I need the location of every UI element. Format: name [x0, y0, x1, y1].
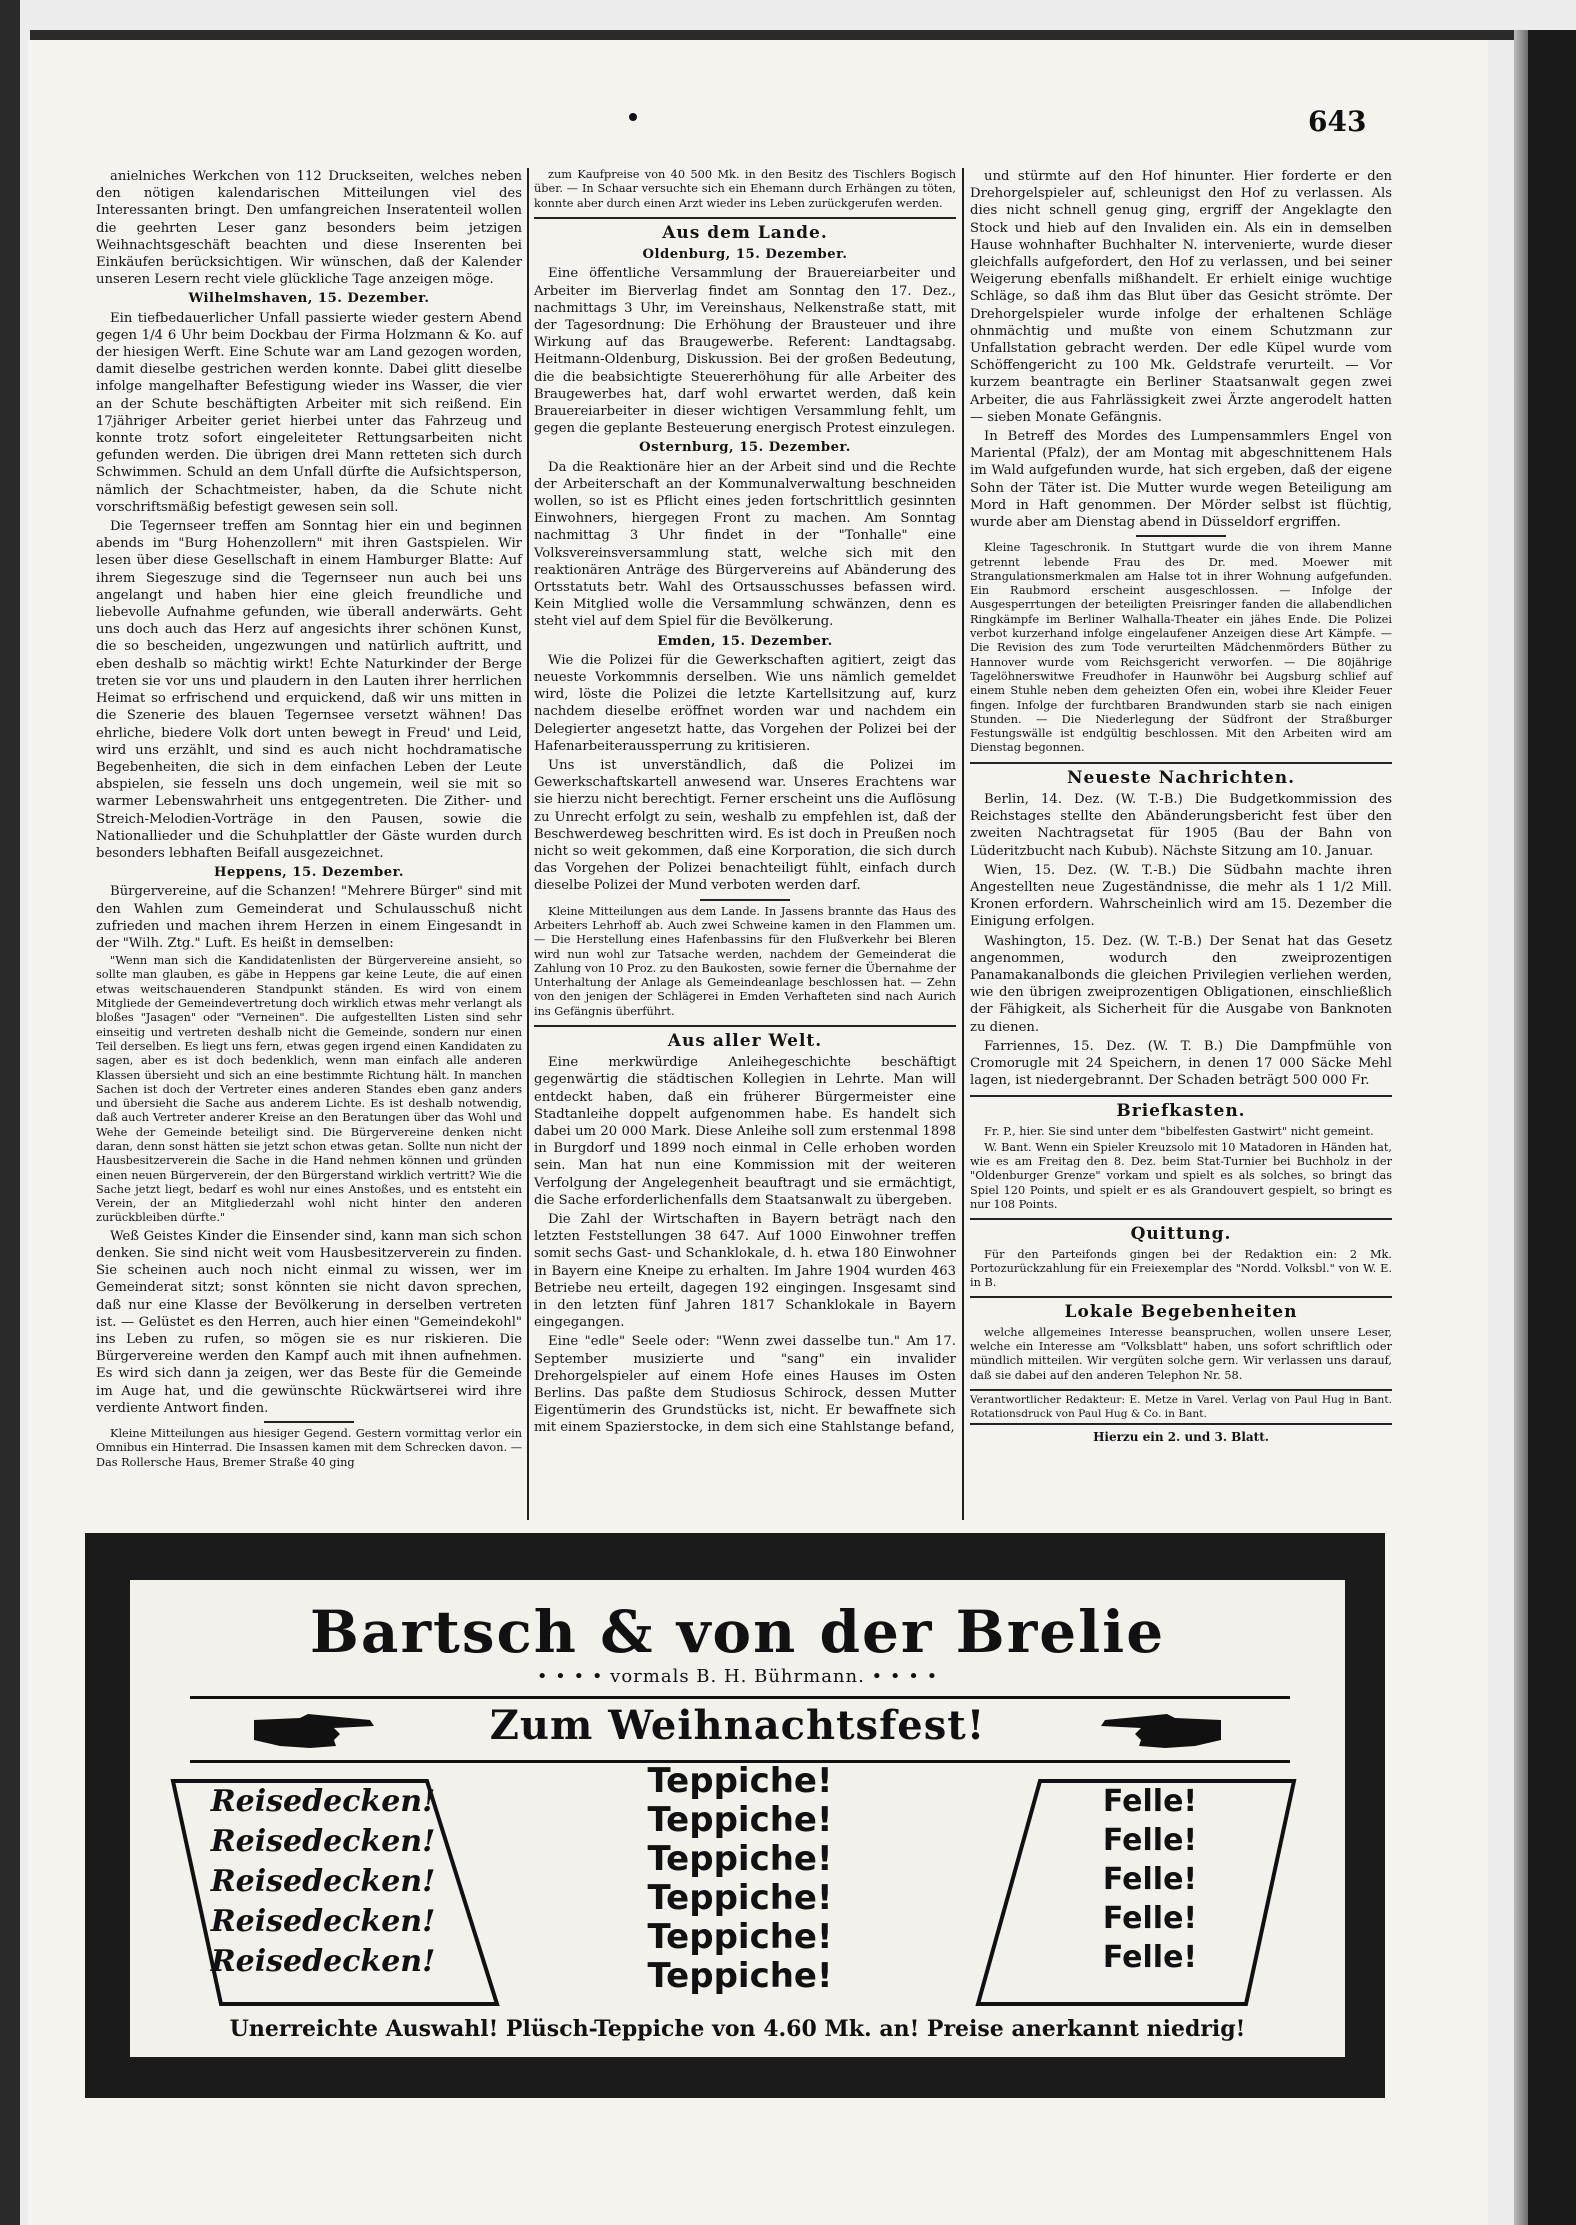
dateline: Emden, 15. Dezember.	[657, 633, 833, 649]
scan-left-border	[0, 0, 20, 2225]
article-text: Kleine Mitteilungen aus hiesiger Gegend. Gestern vormittag verlor ein Omnibus ein Hinterrad. Die Insassen kamen mit dem Schrecken davon. — Das Rollersche Haus, Bremer Straße 40 ging	[96, 1427, 522, 1469]
article-text: Wie die Polizei für die Gewerkschaften agitiert, zeigt das neueste Vorkommnis derselben. Wie uns nämlich gemeldet wird, löste die Polizei die letzte Kartellsitzung auf, kurz nachdem dieselbe eröffnet worden war und nachdem ein Delegierter angesetzt hatte, das Vorgehen der Polizei bei der Hafenarbeiteraussperrung zu kritisieren.	[534, 652, 956, 754]
article-text: Eine "edle" Seele oder: "Wenn zwei dasselbe tun." Am 17. September musizierte und "sang" ein invalider Drehorgelspieler auf einem Hofe eines Hauses im Osten Berlins. Das paßte dem Studiosus Schirock, dessen Mutter Eigentümerin des Grundstücks ist, nicht. Er bewaffnete sich mit einem Spazierstocke, in dem sich eine Stahlstange befand,	[534, 1334, 956, 1436]
ad-item: Reisedecken!	[210, 1784, 436, 1819]
ad-item: Felle!	[1102, 1823, 1198, 1858]
advertisement	[130, 1580, 1345, 2057]
ad-brand-name: Bartsch & von der Brelie	[309, 1598, 1166, 1666]
article-text: Für den Parteifonds gingen bei der Redaktion ein: 2 Mk. Portozurückzahlung für ein Freiexemplar des "Nordd. Volksbl." von W. E. in B.	[970, 1247, 1392, 1290]
dateline: Wilhelmshaven, 15. Dezember.	[188, 291, 430, 307]
article-text: Die Zahl der Wirtschaften in Bayern beträgt nach den letzten Feststellungen 38 647. Auf 1000 Einwohner treffen somit sechs Gast- und Schanklokale, d. h. etwa 180 Einwohner in Bayern eine Kneipe zu erhalten. Im Jahre 1904 wurden 463 Betriebe neu erteilt, dagegen 192 eingingen. Insgesamt sind in den letzten fünf Jahren 1817 Schanklokale in Bayern eingegangen.	[534, 1212, 956, 1331]
imprint: Verantwortlicher Redakteur: E. Metze in Varel. Verlag von Paul Hug in Bant. Rotationsdruck von Paul Hug & Co. in Bant.	[970, 1389, 1392, 1425]
ad-item: Reisedecken!	[210, 1904, 436, 1939]
dateline: Heppens, 15. Dezember.	[213, 865, 404, 881]
separator	[534, 1025, 956, 1027]
scan-top-border	[30, 30, 1514, 40]
page-number: 643	[1308, 105, 1367, 138]
column-divider	[962, 168, 964, 1520]
ad-right-list	[1060, 1782, 1240, 1977]
punch-mark	[629, 113, 637, 121]
article-text: Farriennes, 15. Dez. (W. T. B.) Die Dampfmühle von Cromorugle mit 24 Speichern, in denen 17 000 Säcke Mehl lagen, ist niedergebrannt. Der Schaden beträgt 500 000 Fr.	[970, 1038, 1392, 1089]
separator	[264, 1421, 354, 1423]
section-heading: Quittung.	[1130, 1224, 1232, 1245]
article-text: anielniches Werkchen von 112 Druckseiten, welches neben den nötigen kalendarischen Mitteilungen viel des Interessanten bringt. Den umfangreichen Inseratenteil wollen die geehrten Leser ganz besonders beim jetzigen Weihnachtsgeschäft beachten und diese Inserenten bei Einkäufen berücksichtigen. Wir wünschen, daß der Kalender unseren Lesern recht viele glückliche Tage anzeigen möge.	[96, 169, 522, 288]
column-3	[970, 168, 1392, 1446]
section-heading: Aus aller Welt.	[667, 1030, 823, 1051]
ad-item: Felle!	[1102, 1901, 1198, 1936]
ad-item: Felle!	[1102, 1784, 1198, 1819]
article-text: Fr. P., hier. Sie sind unter dem "bibelfesten Gastwirt" nicht gemeint.	[984, 1124, 1374, 1138]
article-text: Kleine Tageschronik. In Stuttgart wurde die von ihrem Manne getrennt lebende Frau des Dr. med. Moewer mit Strangulationsmerkmalen am Halse tot in ihrer Wohnung aufgefunden. Ein Raubmord erscheint ausgeschlossen. — Infolge der Ausgesperrtungen der beteiligten Preisringer fanden die allabendlichen Ringkämpfe im Berliner Walhalla-Theater ein jähes Ende. Die Polizei verbot kurzerhand infolge eingelaufener Anzeigen diese Art Kämpfe. — Die Revision des zum Tode verurteilten Mädchenmörders Büther zu Hannover wurde vom Reichsgericht verworfen. — Die 80jährige Tagelöhnerswitwe Freudhofer in Haunwöhr bei Augsburg schlief auf einem Stuhle neben dem geheizten Ofen ein, wobei ihre Kleider Feuer fingen. Infolge der furchtbaren Brandwunden starb sie nach einigen Stunden. — Die Niederlegung der Südfront der Straßburger Festungswälle ist endgültig beschlossen. Mit den Arbeiten wird am Dienstag begonnen.	[970, 541, 1392, 755]
article-text: Ein tiefbedauerlicher Unfall passierte wieder gestern Abend gegen 1/4 6 Uhr beim Dockbau der Firma Holzmann & Ko. auf der hiesigen Werft. Eine Schute war am Land gezogen worden, damit dieselbe gestrichen werden konnte. Dabei glitt dieselbe infolge mangelhafter Befestigung wieder ins Wasser, die vier an der Schute beschäftigten Arbeiter mit sich reißend. Ein 17jähriger Arbeiter geriet hierbei unter das Fahrzeug und konnte trotz sofort eingeleiteter Rettungsarbeiten nicht gefunden werden. Die übrigen drei Mann retteten sich durch Schwimmen. Schuld an dem Unfall dürfte die Aufsichtsperson, nämlich der Schachtmeister, haben, da die Schute nicht vorschriftsmäßig befestigt gewesen sein soll.	[96, 310, 522, 515]
ad-item: Teppiche!	[647, 1878, 833, 1918]
ad-item: Reisedecken!	[210, 1944, 436, 1979]
section-heading: Neueste Nachrichten.	[1066, 767, 1296, 788]
section-heading: Lokale Begebenheiten	[1064, 1302, 1298, 1323]
separator	[700, 899, 790, 901]
dateline: Osternburg, 15. Dezember.	[639, 440, 851, 456]
article-text: Eine merkwürdige Anleihegeschichte beschäftigt gegenwärtig die städtischen Kollegien in Lehrte. Man will entdeckt haben, daß ein früherer Bürgermeister eine Stadtanleihe doppelt aufgenommen habe. Es handelt sich dabei um 20 000 Mark. Diese Anleihe soll zum erstenmal 1898 in Burgdorf und 1899 noch einmal in Celle erhoben worden sein. Man hat nun eine Kommission mit der weiteren Verfolgung der Angelegenheit beauftragt und sie ermächtigt, die Sache erforderlichenfalls dem Staatsanwalt zu übergeben.	[534, 1055, 956, 1208]
separator	[970, 762, 1392, 764]
scan-right-edge	[1528, 30, 1576, 2225]
article-text: Wien, 15. Dez. (W. T.-B.) Die Südbahn machte ihren Angestellten neue Zugeständnisse, die mehr als 1 1/2 Mill. Kronen erfordern. Wahrscheinlich wird am 15. Dezember die Einigung erfolgen.	[970, 862, 1392, 930]
separator	[970, 1218, 1392, 1220]
article-text: welche allgemeines Interesse beanspruchen, wollen unsere Leser, welche ein Interesse am "Volksblatt" haben, uns sofort schriftlich oder mündlich mitteilen. Wir vergüten solche gern. Wir verlassen uns darauf, daß sie dabei auf den anderen Telephon Nr. 58.	[970, 1325, 1392, 1382]
article-text: Eine öffentliche Versammlung der Brauereiarbeiter und Arbeiter im Bierverlag findet am Sonntag den 17. Dez., nachmittags 3 Uhr, im Vereinshaus, Nelkenstraße statt, mit der Tagesordnung: Die Erhöhung der Brausteuer und ihre Wirkung auf das Braugewerbe. Referent: Landtagsabg. Heitmann-Oldenburg, Diskussion. Bei der großen Bedeutung, die die beabsichtigte Steuererhöhung für alle Arbeiter des Braugewerbes hat, darf wohl erwartet werden, daß kein Brauereiarbeiter in dieser wichtigen Versammlung fehlt, um gegen die geplante Besteuerung energisch Protest einzulegen.	[534, 266, 956, 437]
ad-item: Teppiche!	[647, 1800, 833, 1840]
separator	[970, 1095, 1392, 1097]
column-2	[534, 168, 956, 1439]
article-text: Uns ist unverständlich, daß die Polizei im Gewerkschaftskartell anwesend war. Unseres Erachtens war sie hierzu nicht berechtigt. Ferner erscheint uns die Auflösung zu Unrecht erfolgt zu sein, weshalb zu empfehlen ist, daß der Beschwerdeweg beschritten wird. Es ist doch in Preußen noch nicht so weit gekommen, daß eine Korporation, die sich durch das Vorgehen der Polizei benachteiligt fühlt, einfach durch dieselbe Polizei der Mund verboten werden darf.	[534, 757, 956, 894]
ad-footer: Unerreichte Auswahl! Plüsch-Teppiche von 4.60 Mk. an! Preise anerkannt niedrig!	[229, 2016, 1246, 2042]
article-text: W. Bant. Wenn ein Spieler Kreuzsolo mit 10 Matadoren in Händen hat, wie es am Freitag den 8. Dez. beim Stat-Turnier bei Buchholz in der "Oldenburger Grenze" vorkam und spielt es als solches, so bringt das Spiel 120 Points, und spielt er es als Grandouvert gespielt, so bringt es nur 108 Points.	[970, 1140, 1392, 1212]
supplement-note: Hierzu ein 2. und 3. Blatt.	[1093, 1429, 1269, 1444]
ad-left-list	[188, 1782, 458, 1982]
article-text: Kleine Mitteilungen aus dem Lande. In Jassens brannte das Haus des Arbeiters Lehrhoff ab. Auch zwei Schweine kamen in den Flammen um. — Die Herstellung eines Hafenbassins für den Flußverkehr bei Bleren wird nun wohl zur Tatsache werden, nachdem der Gemeinderat die Zahlung von 10 Proz. zu den Baukosten, sowie ferner die Übernahme der Unterhaltung der Anlage als Gemeindeanlage beschlossen hat. — Zehn von den jenigen der Schlägerei in Emden Verhafteten sind nach Aurich ins Gefängnis überführt.	[534, 904, 956, 1018]
article-text: Da die Reaktionäre hier an der Arbeit sind und die Rechte der Arbeiterschaft an der Kommunalverwaltung beschneiden wollen, so ist es Pflicht eines jeden fortschrittlich gesinnten Einwohners, hiergegen Front zu machen. Am Sonntag nachmittag 3 Uhr findet in der "Tonhalle" eine Volksvereinsversammlung statt, welche sich mit den reaktionären Anträge des Bürgervereins auf Abänderung des Ortsstatuts betr. Wahl des Ortsausschusses befassen wird. Kein Mitglied wolle die Versammlung schwänzen, denn es steht viel auf dem Spiel für die Bevölkerung.	[534, 459, 956, 630]
article-text: Washington, 15. Dez. (W. T.-B.) Der Senat hat das Gesetz angenommen, wodurch den zweiprozentigen Panamakanalbonds die gleichen Privilegien verliehen werden, wie den übrigen zweiprozentigen Obligationen, einschließlich der Fähigkeit, als Sicherheit für die Ausgabe von Banknoten zu dienen.	[970, 933, 1392, 1035]
ad-headline: Zum Weihnachtsfest!	[489, 1702, 986, 1749]
column-1	[96, 168, 522, 1472]
ad-item: Reisedecken!	[210, 1864, 436, 1899]
article-text: Weß Geistes Kinder die Einsender sind, kann man sich schon denken. Sie sind nicht weit vom Hausbesitzerverein zu finden. Sie scheinen auch noch nicht einmal zu wissen, wer im Gemeinderat sitzt; sonst könnten sie nicht davon sprechen, daß nur eine Klasse der Bevölkerung in derselben vertreten ist. — Gelüstet es den Herren, auch hier einen "Gemeindekohl" ins Leben zu rufen, so mögen sie es nur riskieren. Die Bürgervereine werden den Kampf auch mit ihnen aufnehmen. Es wird sich dann ja zeigen, wer das Beste für die Gemeinde im Auge hat, und die gewünschte Rückwärtserei wird ihre verdiente Antwort finden.	[96, 1228, 522, 1416]
ad-item: Teppiche!	[647, 1761, 833, 1801]
ad-rule	[190, 1696, 1290, 1699]
separator	[534, 217, 956, 219]
article-text: Berlin, 14. Dez. (W. T.-B.) Die Budgetkommission des Reichstages stellte den Abänderungsbericht fest über den zweiten Nachtragsetat für 1905 (Bau der Bahn von Lüderitzbucht nach Kubub). Nächste Sitzung am 10. Januar.	[970, 791, 1392, 859]
article-text: und stürmte auf den Hof hinunter. Hier forderte er den Drehorgelspieler auf, schleunigst den Hof zu verlassen. Als dies nicht schnell genug ging, ergriff der Angeklagte den Stock und hieb auf den Invaliden ein. Als ein in demselben Hause wohnhafter Buchhalter N. intervenierte, wurde dieser gleichfalls aufgefordert, den Hof zu verlassen, und bei seiner Weigerung ebenfalls mißhandelt. Er erhielt einige wuchtige Schläge, so daß ihm das Blut über das Gesicht strömte. Der Drehorgelspieler wurde infolge der erhaltenen Schläge ohnmächtig und mußte von einem Schutzmann zur Unfallstation gebracht werden. Der edle Küpel wurde vom Schöffengericht zu 100 Mk. Geldstrafe verurteilt. — Vor kurzem beantragte ein Berliner Staatsanwalt gegen zwei Arbeiter, die aus Fahrlässigkeit zwei Ärzte angerodelt hatten — sieben Monate Gefängnis.	[970, 169, 1392, 425]
section-heading: Briefkasten.	[1116, 1101, 1246, 1122]
ad-item: Felle!	[1102, 1940, 1198, 1975]
section-heading: Aus dem Lande.	[662, 222, 828, 243]
scan-page-edge	[1514, 30, 1528, 2225]
article-text: In Betreff des Mordes des Lumpensammlers Engel von Mariental (Pfalz), der am Montag mit abgeschnittenem Hals im Wald aufgefunden wurde, hat sich ergeben, daß der eigene Sohn der Täter ist. Die Mutter wurde wegen Beteiligung am Mord in Haft genommen. Der Mörder selbst ist flüchtig, wurde aber am Dienstag abend in Düsseldorf ergriffen.	[970, 429, 1392, 531]
article-text: Die Tegernseer treffen am Sonntag hier ein und beginnen abends im "Burg Hohenzollern" mit ihren Gastspielen. Wir lesen über diese Gesellschaft in einem Hamburger Blatte: Auf ihrem Siegeszuge sind die Tegernseer nun auch bei uns angelangt und haben hier eine gleich freundliche und liebevolle Aufnahme gefunden, wie überall anderwärts. Geht uns doch auch das Herz auf angesichts ihrer schönen Kunst, die so bescheiden, ungezwungen und natürlich auftritt, und eben deshalb so mächtig wirkt! Echte Naturkinder der Berge treten sie vor uns und plaudern in den Lauten ihrer herrlichen Heimat so erfrischend und erquickend, daß wir uns mitten in die Szenerie des blauen Tegernsee versetzt wähnen! Das ehrliche, biedere Volk dort unten bewegt in Freud' und Leid, wird uns erzählt, und sind es auch nicht hochdramatische Begebenheiten, die sich in dem einfachen Leben der Leute abspielen, sie fesseln uns doch ungemein, weil sie mit so warmer Lebenswahrheit uns entgegentreten. Die Zither- und Streich-Melodien-Vorträge in den Pausen, sowie die Nationallieder und die Schuhplattler der Gäste wurden durch besonders lebhaften Beifall ausgezeichnet.	[96, 519, 522, 861]
article-text: zum Kaufpreise von 40 500 Mk. in den Besitz des Tischlers Bogisch über. — In Schaar versuchte sich ein Ehemann durch Erhängen zu töten, konnte aber durch einen Arzt wieder ins Leben zurückgerufen werden.	[534, 168, 956, 210]
separator	[1136, 535, 1226, 537]
dateline: Oldenburg, 15. Dezember.	[642, 247, 848, 263]
article-quote: "Wenn man sich die Kandidatenlisten der Bürgervereine ansieht, so sollte man glauben, es gäbe in Heppens gar keine Leute, die auf einen etwas weitschauenderen Standpunkt ständen. Es wird von einem Mitgliede der Gemeindevertretung doch wirklich etwas mehr verlangt als bloßes "Jasagen" oder "Verneinen". Die aufgestellten Listen sind sehr einseitig und vertreten deshalb nicht die Gemeinde, sondern nur einen Teil derselben. Es liegt uns fern, etwas gegen irgend einen Kandidaten zu sagen, aber es ist doch bedenklich, wenn man einfach alle anderen Klassen übersieht und sich an eine bestimmte Richtung hält. In manchen Sachen ist doch der Vertreter eines anderen Standes eben ganz anders und übersieht die Sache aus anderem Lichte. Es ist deshalb notwendig, daß auch Vertreter anderer Kreise an den Beratungen über das Wohl und Wehe der Gemeinde beteiligt sind. Die Bürgervereine denken nicht daran, denn sonst hätten sie jetzt schon etwas getan. Sollte nun nicht der Hausbesitzerverein die Sache in die Hand nehmen können und gründen einen neuen Bürgerverein, der den Bürgerstand wirklich vertritt? Wie die Sache jetzt liegt, bedarf es wohl nur eines Anstoßes, und es entsteht ein Verein, der an Mitgliederzahl wohl nicht hinter den anderen zurückbleiben dürfte."	[96, 954, 522, 1225]
ad-middle-list	[530, 1762, 950, 1996]
ad-item: Reisedecken!	[210, 1824, 436, 1859]
column-divider	[527, 168, 529, 1520]
ad-item: Teppiche!	[647, 1917, 833, 1957]
article-text: Bürgervereine, auf die Schanzen! "Mehrere Bürger" sind mit den Wahlen zum Gemeinderat und Schulausschuß nicht zufrieden und machen ihrem Herzen in einem Eingesandt in der "Wilh. Ztg." Luft. Es heißt in demselben:	[96, 884, 522, 951]
separator	[970, 1296, 1392, 1298]
ad-item: Teppiche!	[647, 1956, 833, 1996]
pointing-hand-left-icon	[1095, 1706, 1225, 1752]
ad-item: Felle!	[1102, 1862, 1198, 1897]
ad-subtitle: • • • • vormals B. H. Bührmann. • • • •	[536, 1666, 939, 1687]
ad-item: Teppiche!	[647, 1839, 833, 1879]
